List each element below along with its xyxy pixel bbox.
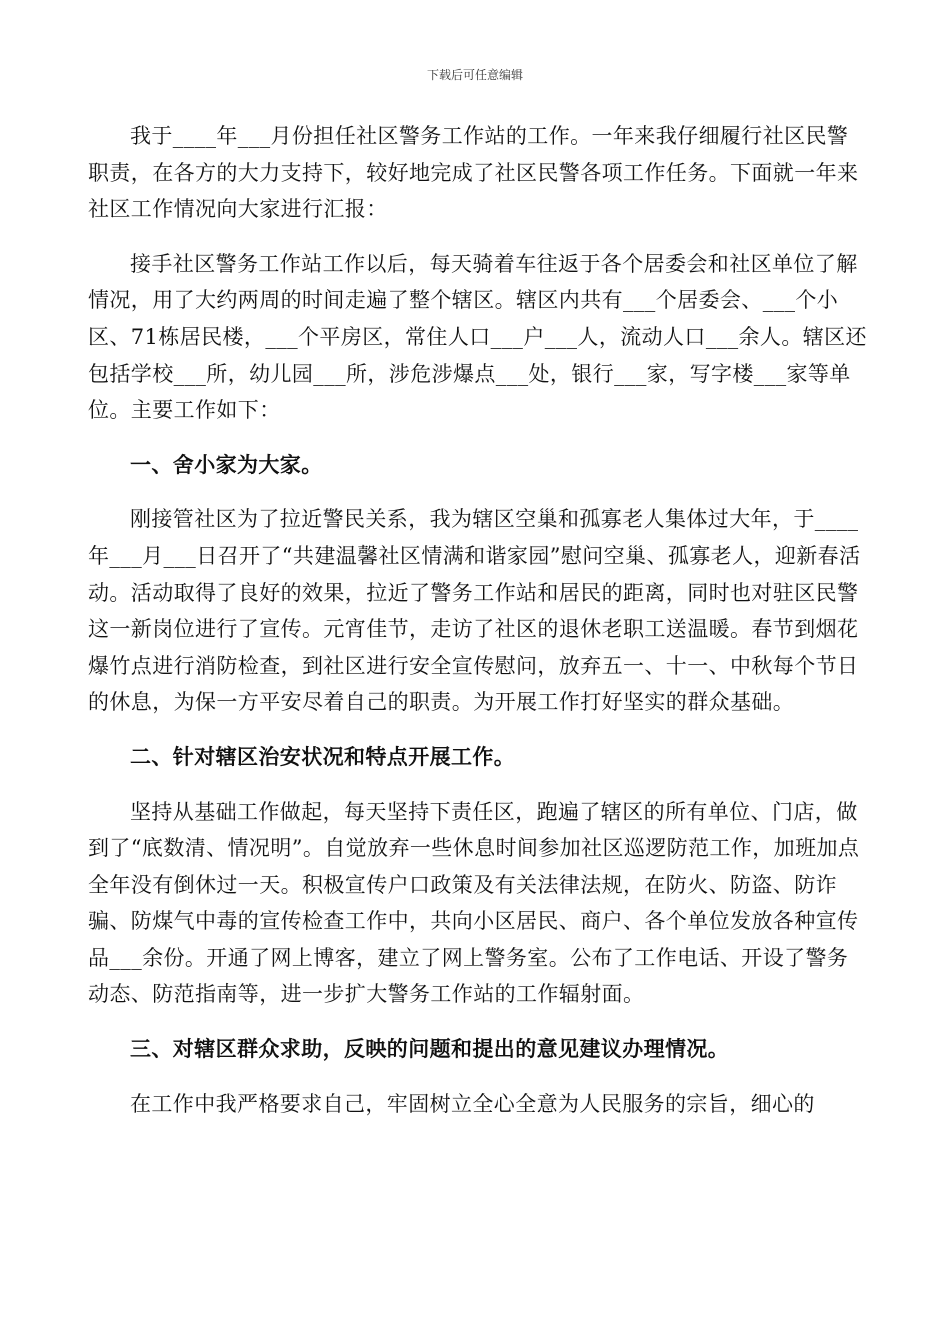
header-note: 下载后可任意编辑 (426, 68, 523, 82)
document-body (88, 118, 868, 1140)
section-heading-2: 二、针对辖区治安状况和特点开展工作。 (130, 743, 516, 769)
paragraph-section-2: 坚持从基础工作做起，每天坚持下责任区，跑遍了辖区的所有单位、门店，做到了“底数清、情况明”。自觉放弃一些休息时间参加社区巡逻防范工作，加班加点全年没有倒休过一天。积极宣传户口政策及有关法律法规，在防火、防盗、防诈骗、防煤气中毒的宣传检查工作中，共向小区居民、商户、各个单位发放各种宣传品___余份。开通了网上博客，建立了网上警务室。公布了工作电话、开设了警务动态、防范指南等，进一步扩大警务工作站的工作辐射面。 (88, 799, 860, 1007)
paragraph-overview: 接手社区警务工作站工作以后，每天骑着车往返于各个居委会和社区单位了解情况，用了大约两周的时间走遍了整个辖区。辖区内共有___个居委会、___个小区、71栋居民楼，___个平房区，常住人口___户___人，流动人口___余人。辖区还包括学校___所，幼儿园___所，涉危涉爆点___处，银行___家，写字楼___家等单位。主要工作如下： (88, 251, 867, 423)
paragraph-section-3: 在工作中我严格要求自己，牢固树立全心全意为人民服务的宗旨，细心的 (130, 1091, 815, 1116)
section-heading-3: 三、对辖区群众求助，反映的问题和提出的意见建议办理情况。 (130, 1036, 730, 1062)
section-heading-1: 一、舍小家为大家。 (130, 451, 323, 477)
paragraph-section-1: 刚接管社区为了拉近警民关系，我为辖区空巢和孤寡老人集体过大年，于____年___月___日召开了“共建温馨社区情满和谐家园”慰问空巢、孤寡老人，迎新春活动。活动取得了良好的效果，拉近了警务工作站和居民的距离，同时也对驻区民警这一新岗位进行了宣传。元宵佳节，走访了社区的退休老职工送温暖。春节到烟花爆竹点进行消防检查，到社区进行安全宣传慰问，放弃五一、十一、中秋每个节日的休息，为保一方平安尽着自己的职责。为开展工作打好坚实的群众基础。 (88, 507, 861, 715)
paragraph-intro: 我于____年___月份担任社区警务工作站的工作。一年来我仔细履行社区民警职责，在各方的大力支持下，较好地完成了社区民警各项工作任务。下面就一年来社区工作情况向大家进行汇报： (88, 124, 859, 222)
